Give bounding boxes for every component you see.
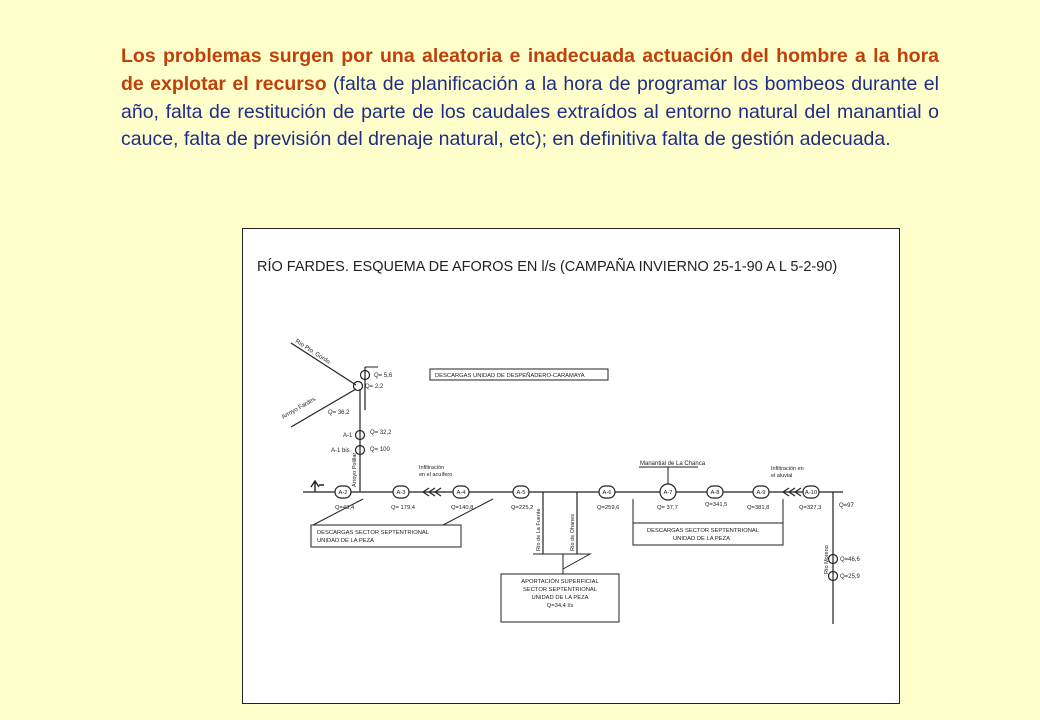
q-moreno-1: Q=46,6	[840, 557, 860, 563]
station-label: A-5	[516, 490, 526, 496]
box-right-line2: UNIDAD DE LA PEZA	[673, 536, 731, 542]
diagram-title: RÍO FARDES. ESQUEMA DE AFOROS EN l/s (CAMPAÑA INVIERNO 25-1-90 A L 5-2-90)	[257, 259, 838, 275]
station-label: A-4	[456, 490, 466, 496]
station-label: A-10	[804, 490, 818, 496]
stations-group	[335, 484, 821, 511]
q-top: Q= 5,6	[374, 373, 393, 379]
rio-ohanes-label: Río de Ohanes	[570, 514, 576, 551]
infiltracion-acuifero-2: en el acuífero	[419, 472, 453, 478]
arroyo-polillar-label: Arroyo Polillar	[352, 452, 358, 487]
box-bottom-line4: Q=34,4 l/s	[546, 603, 574, 609]
station-flow: Q=140,8	[451, 505, 474, 511]
q-a1: Q= 32,2	[370, 430, 392, 436]
infiltracion-aluvial-1: Infiltración en	[771, 466, 804, 472]
box-left-funnel	[313, 499, 493, 525]
source-icon	[311, 481, 324, 492]
q-a1bis: Q= 100	[370, 447, 390, 453]
diagram-svg	[243, 229, 901, 705]
arroyo-fardes-label: Arroyo Fardes	[281, 396, 317, 421]
station-flow: Q=381,8	[747, 505, 770, 511]
station-label: A-3	[396, 490, 406, 496]
box-bottom-line2: SECTOR SEPTENTRIONAL	[523, 587, 597, 593]
q-b: Q= 36,2	[328, 410, 350, 416]
station-flow: Q= 179,4	[391, 505, 416, 511]
station-flow: Q=43,4	[335, 505, 355, 511]
station-flow: Q=225,2	[511, 505, 534, 511]
q-moreno-2: Q=25,9	[840, 574, 860, 580]
station-flow: Q= 37,7	[657, 505, 678, 511]
infiltracion-acuifero-1: Infiltración	[419, 465, 445, 471]
box-bottom-line1: APORTACIÓN SUPERFICIAL	[521, 579, 599, 585]
q-a: Q= 2,2	[365, 384, 384, 390]
station-label: A-8	[710, 490, 720, 496]
infiltracion-aluvial-2: el aluvial	[771, 473, 793, 479]
gauge-icon	[354, 382, 363, 391]
station-flow: Q=259,6	[597, 505, 620, 511]
rio-pto-gordo-line	[291, 343, 356, 385]
q-end: Q=97	[839, 503, 854, 509]
box-bottom-line3: UNIDAD DE LA PEZA	[531, 595, 589, 601]
rio-moreno-label: Río Moreno	[824, 545, 830, 574]
rio-pto-gordo-label: Río Pto. Gordo	[293, 338, 331, 366]
station-flow: Q=341,5	[705, 502, 728, 508]
station-flow: Q=327,3	[799, 505, 822, 511]
intro-rest: (falta de planificación a la hora de programar los bombeos durante el año, falta de restitución de parte de los caudales extraídos al entorno natural del manantial o cauce, falta de previsión del drenaje natural, etc); en definitiva falta de gestión adecuada.	[121, 72, 939, 151]
intro-paragraph	[121, 43, 939, 154]
manantial-label: Manantial de La Chanca	[640, 461, 706, 467]
rio-la-fuente-label: Río de La Fuente	[536, 508, 542, 551]
box-left-line2: UNIDAD DE LA PEZA	[317, 538, 375, 544]
a1bis-label: A-1 bis	[331, 448, 350, 454]
box-left-line1: DESCARGAS SECTOR SEPTENTRIONAL	[317, 530, 429, 536]
box-upper-text: DESCARGAS UNIDAD DE DESPEÑADERO-CARAMAYA	[435, 373, 585, 379]
box-right-line1: DESCARGAS SECTOR SEPTENTRIONAL	[647, 528, 759, 534]
intro-highlight: Los problemas surgen por una aleatoria e inadecuada actuación del hombre a la hora de explotar el recurso	[121, 45, 939, 95]
station-label: A-7	[663, 490, 673, 496]
bottom-funnel	[533, 554, 590, 569]
a1-label: A-1	[343, 433, 353, 439]
station-label: A-2	[338, 490, 348, 496]
flow-diagram	[242, 228, 900, 704]
station-label: A-6	[602, 490, 612, 496]
station-label: A-9	[756, 490, 766, 496]
